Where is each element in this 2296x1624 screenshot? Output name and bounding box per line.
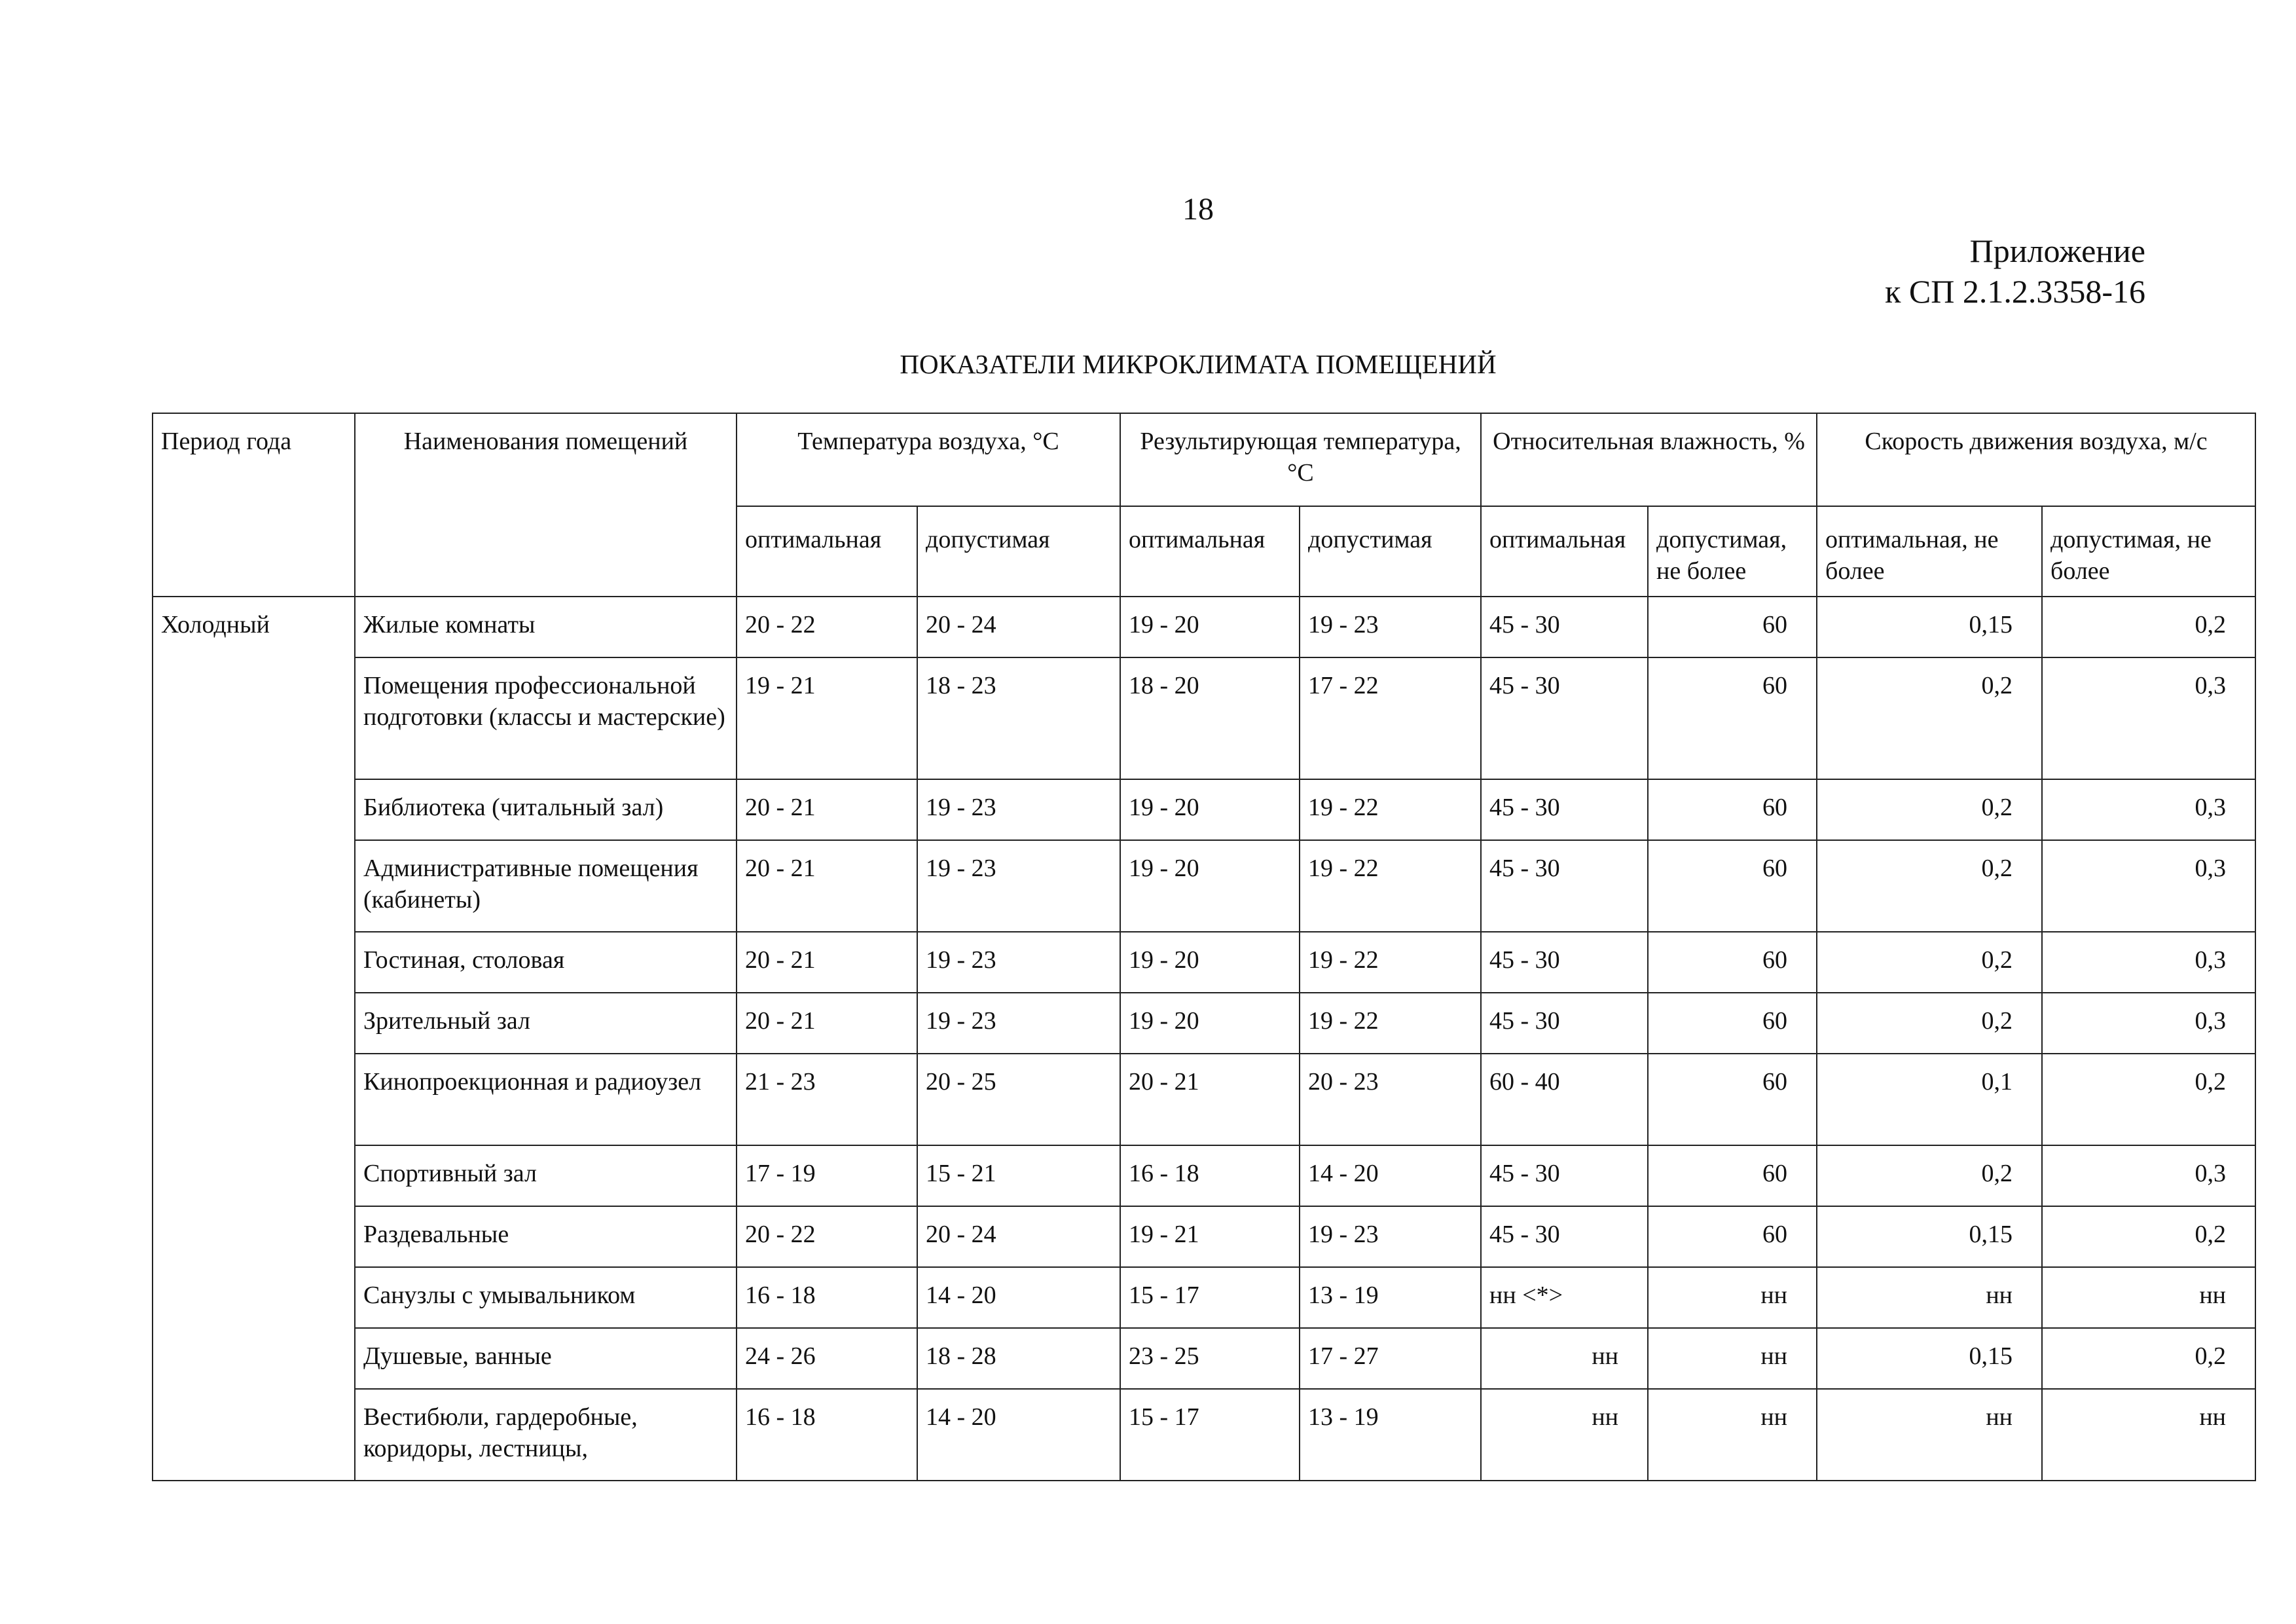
humidity-acceptable: нн bbox=[1648, 1267, 1817, 1328]
air-temp-acceptable: 20 - 24 bbox=[917, 597, 1120, 657]
result-temp-acceptable: 19 - 22 bbox=[1300, 779, 1481, 840]
humidity-optimal: 45 - 30 bbox=[1481, 993, 1648, 1054]
table-row bbox=[153, 1145, 2255, 1206]
air-temp-acceptable: 19 - 23 bbox=[917, 779, 1120, 840]
air-temp-optimal: 20 - 21 bbox=[737, 932, 917, 993]
humidity-acceptable: 60 bbox=[1648, 657, 1817, 779]
humidity-optimal: 45 - 30 bbox=[1481, 779, 1648, 840]
result-temp-acceptable: 20 - 23 bbox=[1300, 1054, 1481, 1145]
speed-optimal: 0,2 bbox=[1817, 779, 2042, 840]
humidity-optimal: 45 - 30 bbox=[1481, 1206, 1648, 1267]
humidity-optimal: 45 - 30 bbox=[1481, 597, 1648, 657]
table-row bbox=[153, 1267, 2255, 1328]
speed-acceptable: 0,3 bbox=[2042, 840, 2255, 932]
room-name: Жилые комнаты bbox=[355, 597, 737, 657]
air-temp-optimal: 24 - 26 bbox=[737, 1328, 917, 1389]
speed-acceptable: 0,3 bbox=[2042, 993, 2255, 1054]
air-temp-optimal: 21 - 23 bbox=[737, 1054, 917, 1145]
appendix-line-2: к СП 2.1.2.3358-16 bbox=[1885, 273, 2145, 310]
room-name: Вестибюли, гардеробные, коридоры, лестницы, bbox=[355, 1389, 737, 1481]
subheader-humidity-optimal: оптимальная bbox=[1481, 506, 1648, 597]
result-temp-acceptable: 19 - 22 bbox=[1300, 840, 1481, 932]
subheader-humidity-acceptable: допустимая, не более bbox=[1648, 506, 1817, 597]
result-temp-acceptable: 19 - 22 bbox=[1300, 932, 1481, 993]
table-row bbox=[153, 1328, 2255, 1389]
room-name: Спортивный зал bbox=[355, 1145, 737, 1206]
air-temp-acceptable: 18 - 23 bbox=[917, 657, 1120, 779]
room-name: Административные помещения (кабинеты) bbox=[355, 840, 737, 932]
header-result-temp: Результирующая температура, °C bbox=[1120, 413, 1481, 506]
speed-optimal: 0,15 bbox=[1817, 1328, 2042, 1389]
humidity-acceptable: 60 bbox=[1648, 779, 1817, 840]
appendix-line-1: Приложение bbox=[1969, 232, 2145, 269]
humidity-acceptable: 60 bbox=[1648, 932, 1817, 993]
appendix-label bbox=[1885, 231, 2145, 312]
microclimate-table bbox=[152, 413, 2256, 1481]
result-temp-acceptable: 17 - 22 bbox=[1300, 657, 1481, 779]
speed-acceptable: 0,2 bbox=[2042, 597, 2255, 657]
humidity-optimal: 45 - 30 bbox=[1481, 840, 1648, 932]
result-temp-optimal: 18 - 20 bbox=[1120, 657, 1300, 779]
humidity-optimal: нн <*> bbox=[1481, 1267, 1648, 1328]
result-temp-optimal: 19 - 20 bbox=[1120, 932, 1300, 993]
result-temp-optimal: 19 - 20 bbox=[1120, 840, 1300, 932]
humidity-optimal: нн bbox=[1481, 1328, 1648, 1389]
air-temp-acceptable: 14 - 20 bbox=[917, 1389, 1120, 1481]
humidity-acceptable: нн bbox=[1648, 1328, 1817, 1389]
header-air-speed: Скорость движения воздуха, м/с bbox=[1817, 413, 2255, 506]
speed-optimal: нн bbox=[1817, 1389, 2042, 1481]
air-temp-optimal: 20 - 21 bbox=[737, 993, 917, 1054]
page-number: 18 bbox=[1182, 192, 1214, 227]
air-temp-optimal: 20 - 22 bbox=[737, 597, 917, 657]
humidity-acceptable: 60 bbox=[1648, 840, 1817, 932]
result-temp-acceptable: 13 - 19 bbox=[1300, 1267, 1481, 1328]
subheader-air-temp-acceptable: допустимая bbox=[917, 506, 1120, 597]
air-temp-acceptable: 19 - 23 bbox=[917, 932, 1120, 993]
table-row bbox=[153, 1054, 2255, 1145]
room-name: Санузлы с умывальником bbox=[355, 1267, 737, 1328]
result-temp-acceptable: 19 - 22 bbox=[1300, 993, 1481, 1054]
subheader-speed-optimal: оптимальная, не более bbox=[1817, 506, 2042, 597]
air-temp-optimal: 16 - 18 bbox=[737, 1267, 917, 1328]
air-temp-acceptable: 20 - 24 bbox=[917, 1206, 1120, 1267]
table-row bbox=[153, 597, 2255, 657]
humidity-optimal: нн bbox=[1481, 1389, 1648, 1481]
subheader-result-temp-optimal: оптимальная bbox=[1120, 506, 1300, 597]
speed-optimal: 0,2 bbox=[1817, 932, 2042, 993]
room-name: Раздевальные bbox=[355, 1206, 737, 1267]
speed-acceptable: 0,3 bbox=[2042, 657, 2255, 779]
result-temp-acceptable: 19 - 23 bbox=[1300, 1206, 1481, 1267]
table-row bbox=[153, 840, 2255, 932]
room-name: Библиотека (читальный зал) bbox=[355, 779, 737, 840]
result-temp-acceptable: 14 - 20 bbox=[1300, 1145, 1481, 1206]
header-humidity: Относительная влажность, % bbox=[1481, 413, 1817, 506]
speed-acceptable: 0,3 bbox=[2042, 1145, 2255, 1206]
speed-acceptable: 0,3 bbox=[2042, 779, 2255, 840]
subheader-speed-acceptable: допустимая, не более bbox=[2042, 506, 2255, 597]
speed-optimal: 0,2 bbox=[1817, 1145, 2042, 1206]
table-row bbox=[153, 1389, 2255, 1481]
humidity-optimal: 45 - 30 bbox=[1481, 1145, 1648, 1206]
speed-acceptable: 0,2 bbox=[2042, 1054, 2255, 1145]
humidity-acceptable: 60 bbox=[1648, 1054, 1817, 1145]
humidity-acceptable: 60 bbox=[1648, 597, 1817, 657]
result-temp-optimal: 20 - 21 bbox=[1120, 1054, 1300, 1145]
result-temp-acceptable: 13 - 19 bbox=[1300, 1389, 1481, 1481]
air-temp-optimal: 20 - 21 bbox=[737, 779, 917, 840]
speed-optimal: 0,2 bbox=[1817, 993, 2042, 1054]
result-temp-optimal: 16 - 18 bbox=[1120, 1145, 1300, 1206]
speed-optimal: 0,2 bbox=[1817, 840, 2042, 932]
header-period: Период года bbox=[153, 413, 355, 597]
table-row bbox=[153, 657, 2255, 779]
speed-optimal: 0,2 bbox=[1817, 657, 2042, 779]
humidity-acceptable: 60 bbox=[1648, 1145, 1817, 1206]
result-temp-optimal: 23 - 25 bbox=[1120, 1328, 1300, 1389]
result-temp-optimal: 19 - 20 bbox=[1120, 779, 1300, 840]
result-temp-optimal: 15 - 17 bbox=[1120, 1267, 1300, 1328]
air-temp-optimal: 20 - 22 bbox=[737, 1206, 917, 1267]
speed-optimal: нн bbox=[1817, 1267, 2042, 1328]
air-temp-acceptable: 18 - 28 bbox=[917, 1328, 1120, 1389]
result-temp-acceptable: 19 - 23 bbox=[1300, 597, 1481, 657]
air-temp-optimal: 20 - 21 bbox=[737, 840, 917, 932]
result-temp-optimal: 15 - 17 bbox=[1120, 1389, 1300, 1481]
speed-acceptable: нн bbox=[2042, 1267, 2255, 1328]
result-temp-optimal: 19 - 20 bbox=[1120, 993, 1300, 1054]
speed-optimal: 0,15 bbox=[1817, 1206, 2042, 1267]
air-temp-acceptable: 14 - 20 bbox=[917, 1267, 1120, 1328]
speed-acceptable: нн bbox=[2042, 1389, 2255, 1481]
room-name: Помещения профессиональной подготовки (классы и мастерские) bbox=[355, 657, 737, 779]
result-temp-optimal: 19 - 21 bbox=[1120, 1206, 1300, 1267]
air-temp-optimal: 17 - 19 bbox=[737, 1145, 917, 1206]
header-air-temp: Температура воздуха, °C bbox=[737, 413, 1120, 506]
period-cell: Холодный bbox=[153, 597, 355, 1481]
table-row bbox=[153, 932, 2255, 993]
speed-acceptable: 0,2 bbox=[2042, 1206, 2255, 1267]
speed-optimal: 0,15 bbox=[1817, 597, 2042, 657]
air-temp-optimal: 19 - 21 bbox=[737, 657, 917, 779]
speed-acceptable: 0,2 bbox=[2042, 1328, 2255, 1389]
air-temp-acceptable: 19 - 23 bbox=[917, 993, 1120, 1054]
humidity-optimal: 45 - 30 bbox=[1481, 932, 1648, 993]
humidity-acceptable: нн bbox=[1648, 1389, 1817, 1481]
air-temp-acceptable: 15 - 21 bbox=[917, 1145, 1120, 1206]
speed-acceptable: 0,3 bbox=[2042, 932, 2255, 993]
humidity-acceptable: 60 bbox=[1648, 1206, 1817, 1267]
room-name: Гостиная, столовая bbox=[355, 932, 737, 993]
room-name: Зрительный зал bbox=[355, 993, 737, 1054]
header-rooms: Наименования помещений bbox=[355, 413, 737, 597]
document-title: ПОКАЗАТЕЛИ МИКРОКЛИМАТА ПОМЕЩЕНИЙ bbox=[900, 349, 1497, 379]
table-row bbox=[153, 779, 2255, 840]
air-temp-optimal: 16 - 18 bbox=[737, 1389, 917, 1481]
result-temp-optimal: 19 - 20 bbox=[1120, 597, 1300, 657]
table-row bbox=[153, 1206, 2255, 1267]
humidity-optimal: 45 - 30 bbox=[1481, 657, 1648, 779]
humidity-acceptable: 60 bbox=[1648, 993, 1817, 1054]
air-temp-acceptable: 20 - 25 bbox=[917, 1054, 1120, 1145]
subheader-result-temp-acceptable: допустимая bbox=[1300, 506, 1481, 597]
result-temp-acceptable: 17 - 27 bbox=[1300, 1328, 1481, 1389]
subheader-air-temp-optimal: оптимальная bbox=[737, 506, 917, 597]
humidity-optimal: 60 - 40 bbox=[1481, 1054, 1648, 1145]
room-name: Душевые, ванные bbox=[355, 1328, 737, 1389]
air-temp-acceptable: 19 - 23 bbox=[917, 840, 1120, 932]
room-name: Кинопроекционная и радиоузел bbox=[355, 1054, 737, 1145]
table-row bbox=[153, 993, 2255, 1054]
speed-optimal: 0,1 bbox=[1817, 1054, 2042, 1145]
